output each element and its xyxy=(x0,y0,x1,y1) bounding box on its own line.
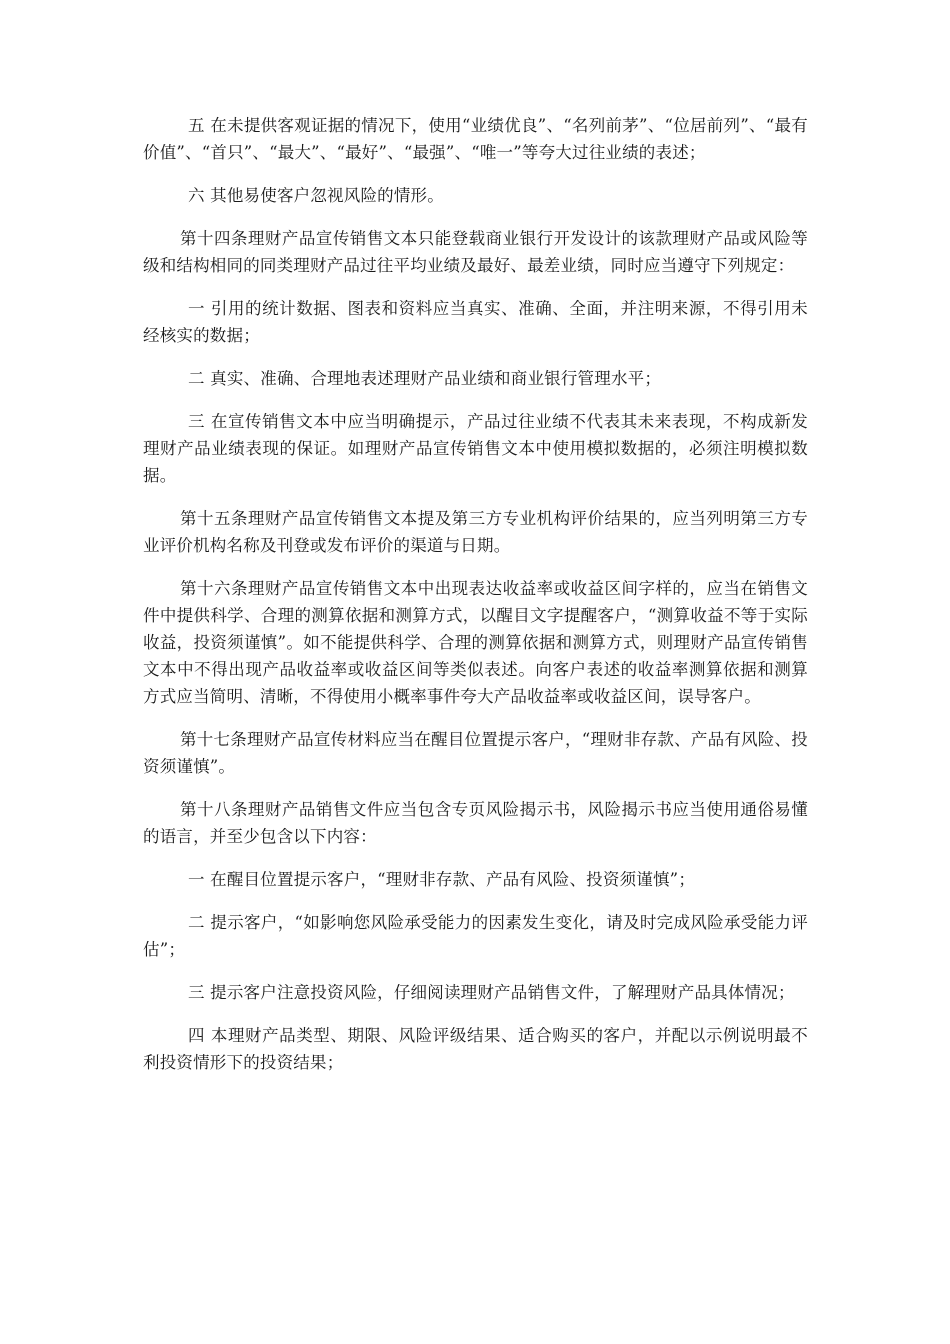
paragraph-article-18-item-2: 二 提示客户，“如影响您风险承受能力的因素发生变化，请及时完成风险承受能力评估”； xyxy=(143,913,808,959)
paragraph-article-14-item-3: 三 在宣传销售文本中应当明确提示，产品过往业绩不代表其未来表现，不构成新发理财产品业绩表现的保证。如理财产品宣传销售文本中使用模拟数据的，必须注明模拟数据。 xyxy=(143,412,808,485)
paragraph-article-14-item-1: 一 引用的统计数据、图表和资料应当真实、准确、全面，并注明来源，不得引用未经核实的数据； xyxy=(143,299,808,345)
paragraph-article-18-item-4: 四 本理财产品类型、期限、风险评级结果、适合购买的客户，并配以示例说明最不利投资情形下的投资结果； xyxy=(143,1026,808,1072)
paragraph-item-6: 六 其他易使客户忽视风险的情形。 xyxy=(188,186,444,205)
paragraph-article-14-item-2: 二 真实、准确、合理地表述理财产品业绩和商业银行管理水平； xyxy=(188,369,662,388)
document-body xyxy=(143,112,808,1092)
paragraph-article-18-item-3: 三 提示客户注意投资风险，仔细阅读理财产品销售文件，了解理财产品具体情况； xyxy=(188,983,795,1002)
paragraph-article-15: 第十五条理财产品宣传销售文本提及第三方专业机构评价结果的，应当列明第三方专业评价机构名称及刊登或发布评价的渠道与日期。 xyxy=(143,509,808,555)
paragraph-item-5: 五 在未提供客观证据的情况下，使用“业绩优良”、“名列前茅”、“位居前列”、“最有价值”、“首只”、“最大”、“最好”、“最强”、“唯一”等夸大过往业绩的表述； xyxy=(143,116,808,162)
paragraph-article-16: 第十六条理财产品宣传销售文本中出现表达收益率或收益区间字样的，应当在销售文件中提供科学、合理的测算依据和测算方式，以醒目文字提醒客户，“测算收益不等于实际收益，投资须谨慎”。如不能提供科学、合理的测算依据和测算方式，则理财产品宣传销售文本中不得出现产品收益率或收益区间等类似表述。向客户表述的收益率测算依据和测算方式应当简明、清晰，不得使用小概率事件夸大产品收益率或收益区间，误导客户。 xyxy=(143,579,808,706)
paragraph-article-18-item-1: 一 在醒目位置提示客户，“理财非存款、产品有风险、投资须谨慎”； xyxy=(188,870,696,889)
paragraph-article-18: 第十八条理财产品销售文件应当包含专页风险揭示书，风险揭示书应当使用通俗易懂的语言，并至少包含以下内容： xyxy=(143,800,808,846)
paragraph-article-17: 第十七条理财产品宣传材料应当在醒目位置提示客户，“理财非存款、产品有风险、投资须谨慎”。 xyxy=(143,730,808,776)
paragraph-article-14: 第十四条理财产品宣传销售文本只能登载商业银行开发设计的该款理财产品或风险等级和结构相同的同类理财产品过往平均业绩及最好、最差业绩，同时应当遵守下列规定： xyxy=(143,229,808,275)
